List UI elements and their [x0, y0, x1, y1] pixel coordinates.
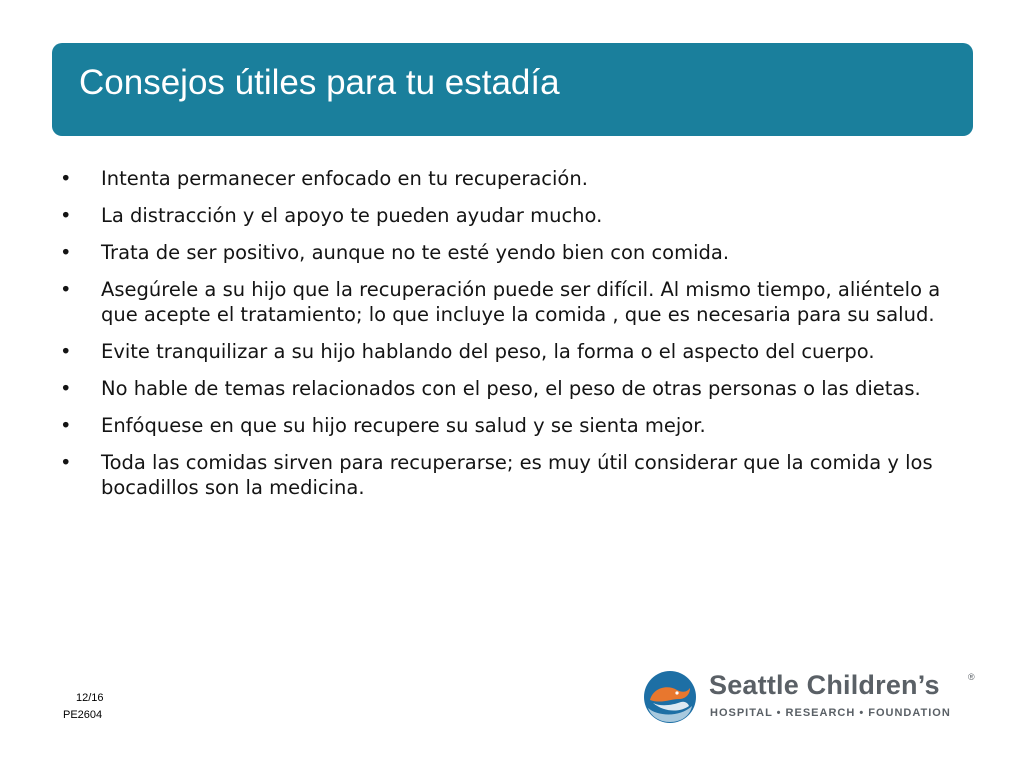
- bullet-item: [60, 339, 965, 364]
- title-bar: [52, 43, 973, 136]
- slide-title: Consejos útiles para tu estadía: [79, 63, 560, 102]
- bullet-item: [60, 203, 965, 228]
- bullet-text: Intenta permanecer enfocado en tu recuperación.: [101, 167, 588, 190]
- bullet-marker: •: [60, 451, 72, 474]
- bullet-item: [60, 450, 965, 500]
- logo-name: Seattle Children’s: [709, 670, 940, 700]
- bullet-marker: •: [60, 414, 72, 437]
- bullet-text: Toda las comidas sirven para recuperarse; es muy útil considerar que la comida y los bocadillos son la medicina.: [101, 451, 933, 499]
- bullet-item: [60, 166, 965, 191]
- bullet-text: Asegúrele a su hijo que la recuperación puede ser difícil. Al mismo tiempo, aliéntelo a que acepte el tratamiento; lo que incluye la comida , que es necesaria para su salud.: [101, 278, 941, 326]
- bullet-marker: •: [60, 167, 72, 190]
- bullet-marker: •: [60, 241, 72, 264]
- logo-subtitle: HOSPITAL • RESEARCH • FOUNDATION: [710, 707, 951, 719]
- bullet-marker: •: [60, 377, 72, 400]
- bullet-marker: •: [60, 278, 72, 301]
- bullet-item: [60, 277, 965, 327]
- footer-date: 12/16: [76, 692, 104, 704]
- bullet-item: [60, 240, 965, 265]
- bullet-text: Enfóquese en que su hijo recupere su salud y se sienta mejor.: [101, 414, 706, 437]
- seattle-childrens-logo: [643, 664, 983, 728]
- bullet-marker: •: [60, 204, 72, 227]
- bullet-text: No hable de temas relacionados con el peso, el peso de otras personas o las dietas.: [101, 377, 921, 400]
- footer-code: PE2604: [63, 709, 103, 721]
- bullet-text: Trata de ser positivo, aunque no te esté yendo bien con comida.: [101, 241, 730, 264]
- bullet-text: Evite tranquilizar a su hijo hablando del peso, la forma o el aspecto del cuerpo.: [101, 340, 875, 363]
- registered-mark: ®: [968, 672, 975, 682]
- bullet-marker: •: [60, 340, 72, 363]
- bullet-item: [60, 413, 965, 438]
- bullet-text: La distracción y el apoyo te pueden ayudar mucho.: [101, 204, 603, 227]
- bullet-list: [60, 166, 965, 512]
- whale-logo-icon: [643, 670, 697, 724]
- bullet-item: [60, 376, 965, 401]
